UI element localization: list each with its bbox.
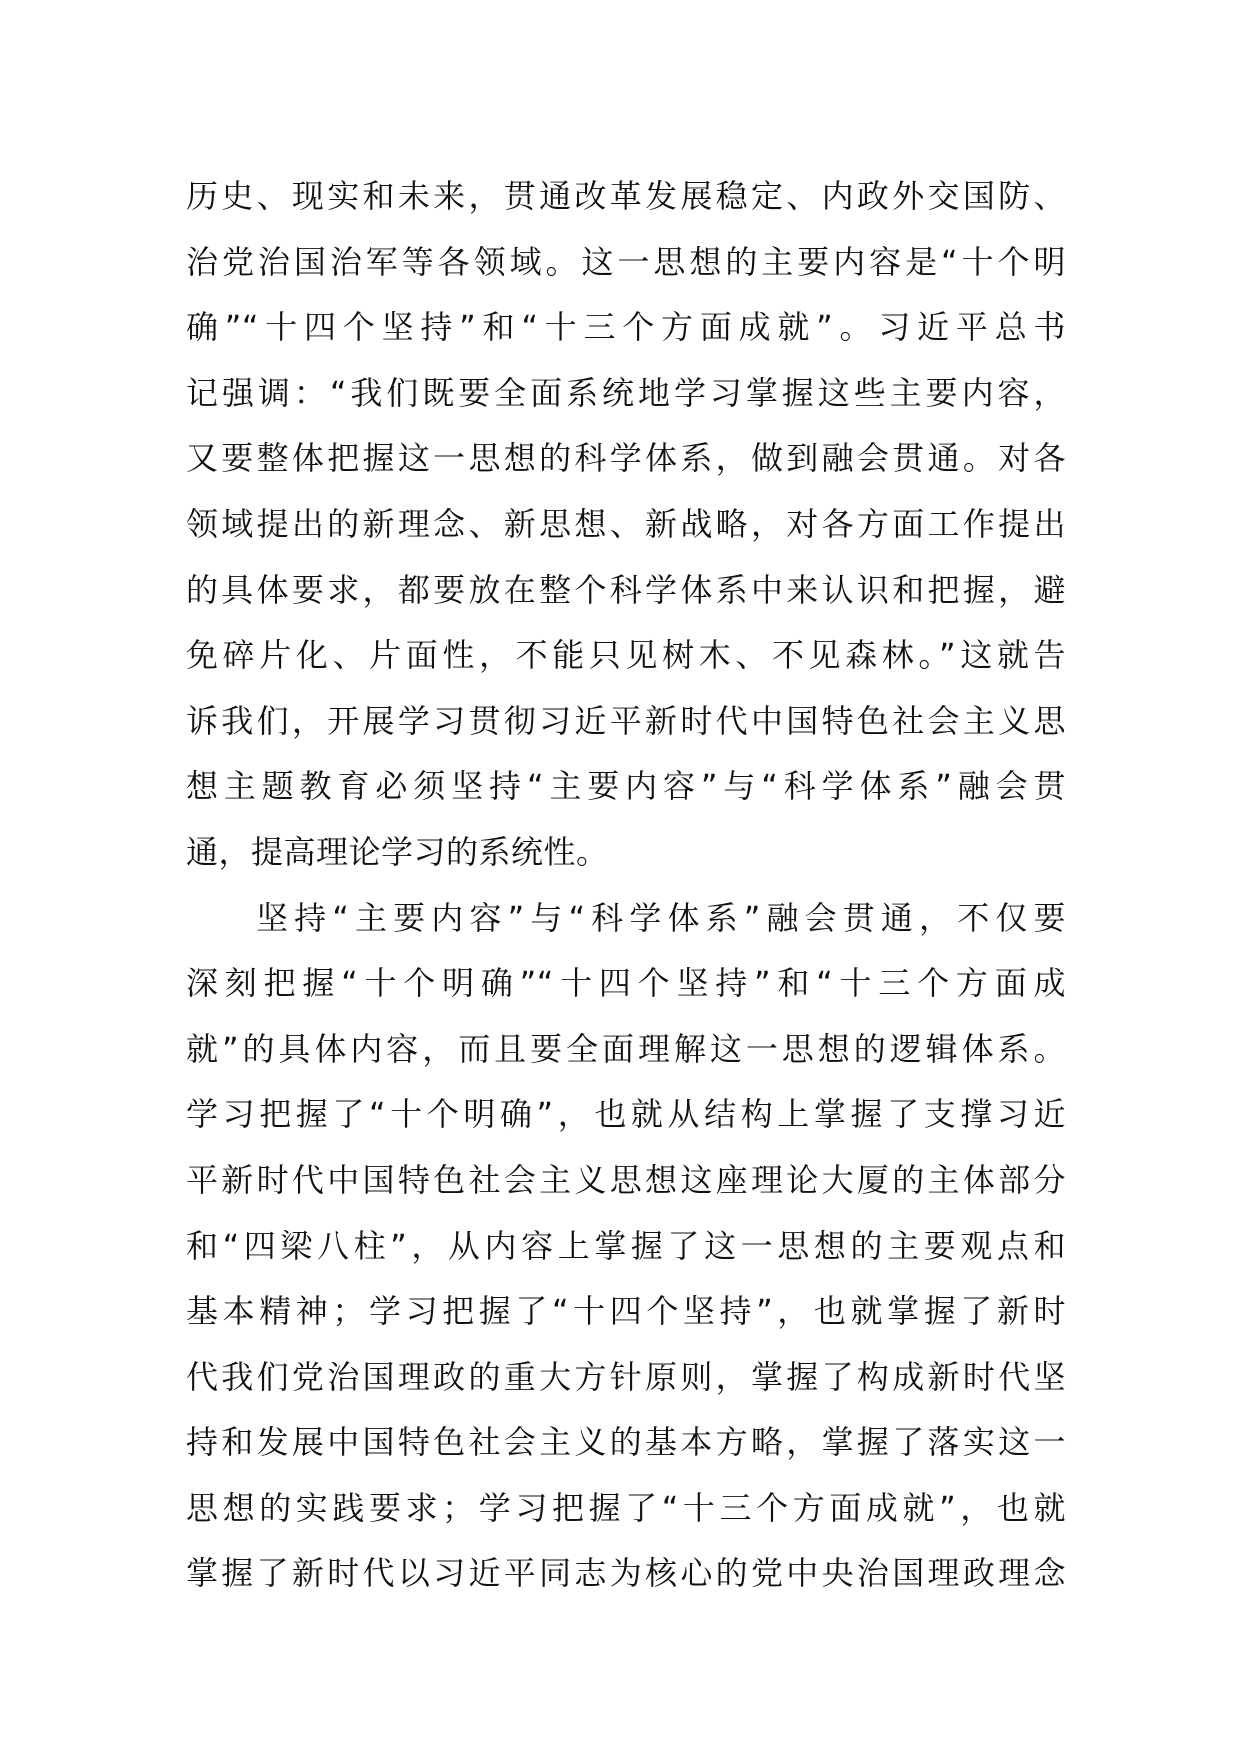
text-line: 思想的实践要求；学习把握了“十三个方面成就”，也就 xyxy=(186,1488,1066,1527)
paragraph-2 xyxy=(186,886,1066,1608)
text-line: 掌握了新时代以习近平同志为核心的党中央治国理政理念 xyxy=(186,1554,1066,1593)
text-line: 的具体要求，都要放在整个科学体系中来认识和把握，避 xyxy=(186,570,1066,609)
text-line: 持和发展中国特色社会主义的基本方略，掌握了落实这一 xyxy=(186,1423,1066,1462)
text-line: 治党治国治军等各领域。这一思想的主要内容是“十个明 xyxy=(186,242,1066,281)
text-line: 和“四梁八柱”，从内容上掌握了这一思想的主要观点和 xyxy=(186,1226,1066,1265)
text-line: 基本精神；学习把握了“十四个坚持”，也就掌握了新时 xyxy=(186,1292,1066,1331)
text-line: 代我们党治国理政的重大方针原则，掌握了构成新时代坚 xyxy=(186,1357,1066,1396)
text-line: 就”的具体内容，而且要全面理解这一思想的逻辑体系。 xyxy=(186,1029,1066,1068)
text-line: 记强调：“我们既要全面系统地学习掌握这些主要内容， xyxy=(186,373,1066,412)
text-line: 深刻把握“十个明确”“十四个坚持”和“十三个方面成 xyxy=(186,964,1066,1003)
body-text xyxy=(186,164,1066,1607)
text-line: 坚持“主要内容”与“科学体系”融会贯通，不仅要 xyxy=(256,898,1066,937)
text-line: 通，提高理论学习的系统性。 xyxy=(186,832,609,871)
paragraph-1 xyxy=(186,164,1066,886)
text-line: 想主题教育必须坚持“主要内容”与“科学体系”融会贯 xyxy=(186,767,1066,806)
text-line: 又要整体把握这一思想的科学体系，做到融会贯通。对各 xyxy=(186,439,1066,478)
text-line: 确”“十四个坚持”和“十三个方面成就”。习近平总书 xyxy=(186,308,1066,347)
text-line: 免碎片化、片面性，不能只见树木、不见森林。”这就告 xyxy=(186,636,1066,675)
text-line: 平新时代中国特色社会主义思想这座理论大厦的主体部分 xyxy=(186,1160,1066,1199)
text-line: 历史、现实和未来，贯通改革发展稳定、内政外交国防、 xyxy=(186,177,1066,215)
text-line: 领域提出的新理念、新思想、新战略，对各方面工作提出 xyxy=(186,504,1066,543)
text-line: 诉我们，开展学习贯彻习近平新时代中国特色社会主义思 xyxy=(186,701,1066,740)
text-line: 学习把握了“十个明确”，也就从结构上掌握了支撑习近 xyxy=(186,1095,1066,1134)
